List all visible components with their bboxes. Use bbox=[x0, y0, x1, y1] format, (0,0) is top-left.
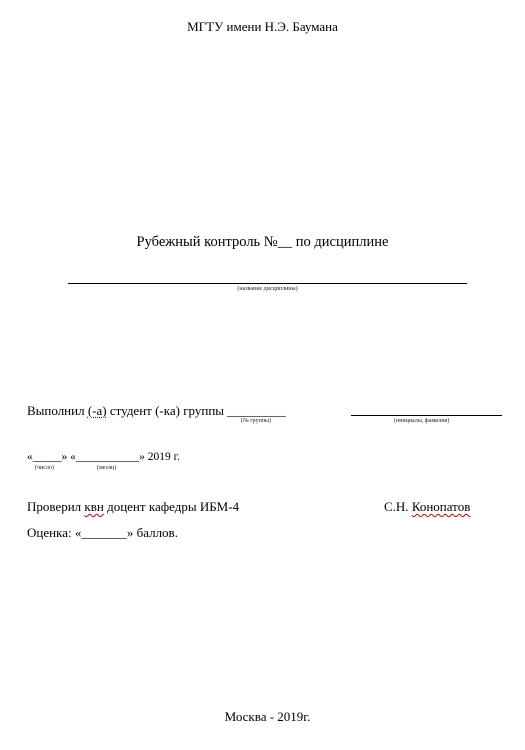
date-mid-quotes: » « bbox=[61, 451, 76, 463]
grade-line bbox=[27, 525, 178, 541]
performed-label: Выполнил bbox=[27, 403, 88, 418]
student-name-line bbox=[351, 415, 502, 416]
document-title bbox=[0, 234, 525, 251]
title-suffix: по дисциплине bbox=[292, 234, 389, 250]
discipline-caption: (название дисциплины) bbox=[237, 286, 298, 292]
position-department: доцент кафедры ИБМ-4 bbox=[103, 499, 240, 514]
date-line bbox=[27, 451, 180, 463]
control-number-blank: __ bbox=[277, 234, 293, 250]
performed-by-line bbox=[27, 403, 286, 419]
month-caption: (месяц) bbox=[97, 465, 117, 471]
discipline-line bbox=[68, 283, 467, 284]
group-number-blank: _________ bbox=[227, 403, 286, 418]
day-caption: (число) bbox=[35, 465, 54, 471]
student-group-label: студент (-ка) группы bbox=[106, 403, 228, 418]
city-year: Москва - 2019г. bbox=[224, 709, 311, 724]
title-text: Рубежный контроль № bbox=[136, 234, 278, 250]
grade-suffix: » баллов. bbox=[126, 525, 178, 540]
checked-label: Проверил bbox=[27, 499, 85, 514]
checked-by-line bbox=[27, 499, 239, 515]
grade-blank: _______ bbox=[81, 525, 127, 540]
month-blank: ___________ bbox=[75, 451, 140, 463]
checker-surname: Конопатов bbox=[411, 499, 471, 514]
university-name: МГТУ имени Н.Э. Баумана bbox=[187, 19, 338, 34]
performed-gender-suffix: (-а) bbox=[87, 403, 107, 418]
academic-degree: квн bbox=[84, 499, 104, 514]
name-caption: (инициалы, фамилия) bbox=[394, 418, 450, 424]
group-caption: (№ группы) bbox=[241, 418, 272, 424]
date-open-quote: « bbox=[27, 451, 33, 463]
date-year: » 2019 г. bbox=[139, 451, 180, 463]
grade-label: Оценка: « bbox=[27, 525, 82, 540]
checker-name bbox=[384, 499, 470, 515]
day-blank: _____ bbox=[32, 451, 62, 463]
checker-initials: С.Н. bbox=[384, 499, 412, 514]
